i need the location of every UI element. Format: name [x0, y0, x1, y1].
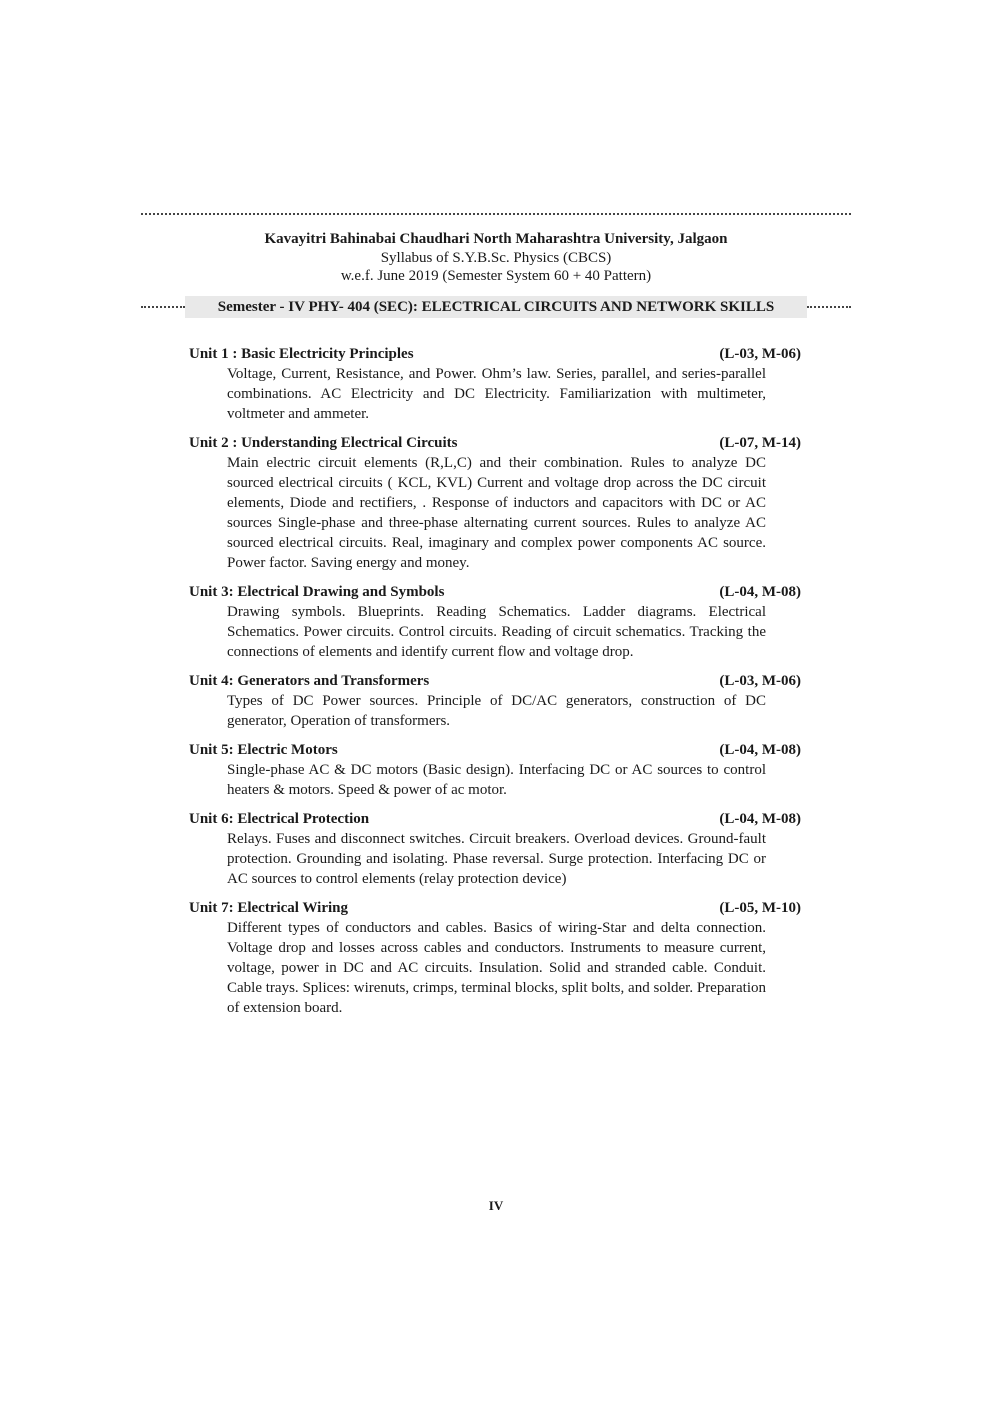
unit-description: Types of DC Power sources. Principle of DC/AC generators, construction of DC generator, Operation of transformers.: [227, 693, 766, 729]
unit-description: Different types of conductors and cables. Basics of wiring-Star and delta connection. Voltage drop and losses across cables and conductors. Instruments to measure current, voltage, power in DC and AC circuits. Insulation. Solid and stranded cable. Conduit. Cable trays. Splices: wirenuts, crimps, terminal blocks, split bolts, and solder. Preparation of extension board.: [227, 920, 766, 1016]
unit-title: Unit 3: Electrical Drawing and Symbols: [189, 584, 445, 600]
unit-3: [189, 582, 801, 662]
unit-5: [189, 740, 801, 800]
unit-marks: (L-05, M-10): [719, 900, 801, 916]
unit-7: [189, 898, 801, 1018]
unit-description: Relays. Fuses and disconnect switches. Circuit breakers. Overload devices. Ground-fault protection. Grounding and isolating. Phase reversal. Surge protection. Interfacing DC or AC sources to control elements (relay protection device): [227, 831, 766, 887]
page-number: IV: [488, 1198, 504, 1213]
banner-dots-left: [141, 306, 185, 308]
banner-dots-right: [807, 306, 851, 308]
semester-title: Semester - IV PHY- 404 (SEC): ELECTRICAL CIRCUITS AND NETWORK SKILLS: [185, 296, 807, 318]
unit-2: [189, 433, 801, 573]
semester-banner: [141, 296, 851, 318]
unit-description: Drawing symbols. Blueprints. Reading Schematics. Ladder diagrams. Electrical Schematics. Power circuits. Control circuits. Reading of circuit schematics. Tracking the connections of elements and identify current flow and voltage drop.: [227, 604, 766, 660]
unit-marks: (L-03, M-06): [719, 673, 801, 689]
unit-list: [189, 344, 801, 1027]
unit-title: Unit 6: Electrical Protection: [189, 811, 370, 827]
unit-title: Unit 2 : Understanding Electrical Circuits: [189, 435, 458, 451]
top-dotted-rule: [141, 213, 851, 215]
unit-title: Unit 1 : Basic Electricity Principles: [189, 346, 414, 362]
unit-marks: (L-07, M-14): [719, 435, 801, 451]
document-header: [141, 230, 851, 285]
unit-marks: (L-03, M-06): [719, 346, 801, 362]
unit-marks: (L-04, M-08): [719, 742, 801, 758]
unit-4: [189, 671, 801, 731]
wef-line: w.e.f. June 2019 (Semester System 60 + 40 Pattern): [340, 268, 652, 284]
unit-description: Single-phase AC & DC motors (Basic design). Interfacing DC or AC sources to control heaters & motors. Speed & power of ac motor.: [227, 762, 766, 798]
unit-title: Unit 5: Electric Motors: [189, 742, 338, 758]
unit-1: [189, 344, 801, 424]
unit-6: [189, 809, 801, 889]
unit-title: Unit 4: Generators and Transformers: [189, 673, 430, 689]
unit-title: Unit 7: Electrical Wiring: [189, 900, 349, 916]
unit-marks: (L-04, M-08): [719, 584, 801, 600]
unit-marks: (L-04, M-08): [719, 811, 801, 827]
unit-description: Main electric circuit elements (R,L,C) and their combination. Rules to analyze DC sourced electrical circuits ( KCL, KVL) Current and voltage drop across the DC circuit elements, Diode and rectifiers, . Response of inductors and capacitors with DC or AC sources Single-phase and three-phase alternating current sources. Rules to analyze AC sourced electrical circuits. Real, imaginary and complex power components AC source. Power factor. Saving energy and money.: [227, 455, 766, 571]
university-name: Kavayitri Bahinabai Chaudhari North Maharashtra University, Jalgaon: [264, 231, 728, 247]
unit-description: Voltage, Current, Resistance, and Power. Ohm’s law. Series, parallel, and series-parallel combinations. AC Electricity and DC Electricity. Familiarization with multimeter, voltmeter and ammeter.: [227, 366, 766, 422]
syllabus-line: Syllabus of S.Y.B.Sc. Physics (CBCS): [380, 250, 612, 266]
